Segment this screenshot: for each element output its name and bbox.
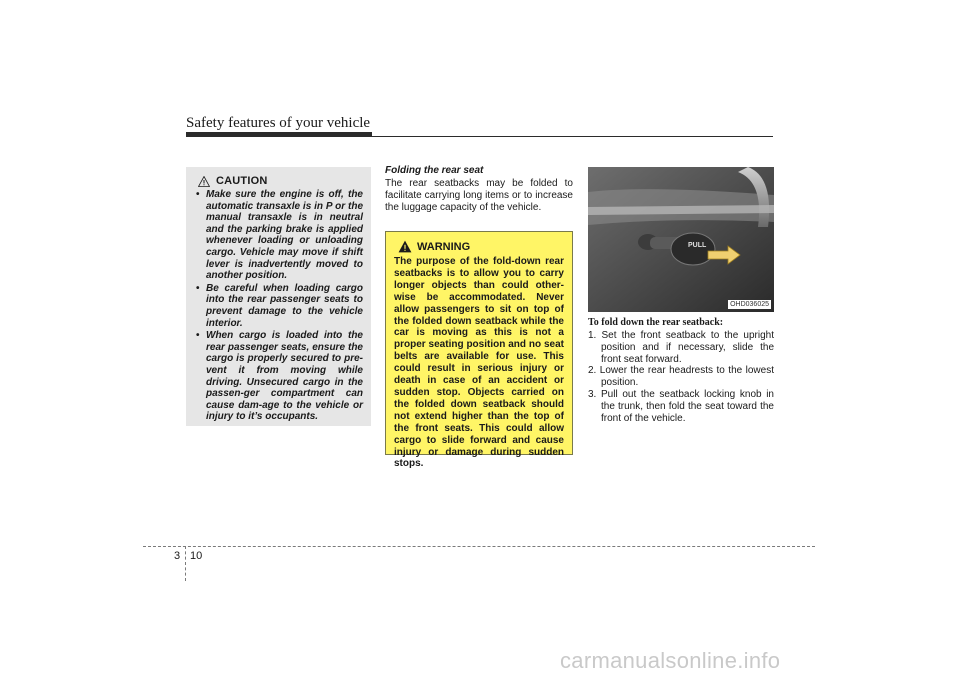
seatback-knob-illustration xyxy=(588,167,774,312)
warning-heading xyxy=(398,240,564,253)
photo-code: OHD036025 xyxy=(730,301,769,308)
caution-item: • Be careful when loading cargo into the rear passenger seats to prevent damage to the vehicle interior. xyxy=(194,283,363,329)
caution-title: CAUTION xyxy=(216,175,268,187)
caution-item: • Make sure the engine is off, the automatic transaxle is in P or the manual transaxle is in neutral and the parking brake is applied whenever loading or unloading cargo. Vehicle may move if shift lever is inadvertently moved to another position. xyxy=(194,189,363,282)
footer-rule xyxy=(143,546,815,547)
warning-triangle-icon xyxy=(398,240,412,253)
steps-list xyxy=(588,330,774,424)
caution-item: • When cargo is loaded into the rear passenger seats, ensure the cargo is properly secured to pre-vent it from moving while driving. Unsecured cargo in the passen-ger compartment can cause dam-age to the vehicle or injury to it’s occupants. xyxy=(194,330,363,423)
step-item: 3. Pull out the seatback locking knob in the trunk, then fold the seat toward the front of the vehicle. xyxy=(588,388,774,424)
step-item: 2. Lower the rear headrests to the lowest position. xyxy=(588,365,774,389)
watermark: carmanualsonline.info xyxy=(560,648,781,673)
steps-title: To fold down the rear seatback: xyxy=(588,317,724,328)
caution-list xyxy=(194,189,363,423)
page-number: 10 xyxy=(190,550,203,562)
step-item: 1. Set the front seatback to the upright position and if necessary, slide the front seat forward. xyxy=(588,330,774,365)
header-rule-thin xyxy=(186,136,773,137)
folding-section-body: The rear seatbacks may be folded to facilitate carrying long items or to increase the luggage capacity of the vehicle. xyxy=(385,178,573,213)
knob-label: PULL xyxy=(688,242,707,249)
folding-section-title: Folding the rear seat xyxy=(385,165,484,176)
footer-divider xyxy=(185,546,186,581)
chapter-number: 3 xyxy=(174,550,181,562)
warning-box xyxy=(385,231,573,470)
caution-heading xyxy=(198,175,363,187)
warning-title: WARNING xyxy=(417,240,471,253)
seatback-knob-photo xyxy=(588,167,774,312)
page-header-title: Safety features of your vehicle xyxy=(186,115,371,131)
caution-triangle-icon xyxy=(198,176,210,187)
caution-box xyxy=(186,167,371,426)
warning-text: The purpose of the fold-down rear seatbacks is to allow you to carry longer objects than could other-wise be accommodated. Never allow passengers to sit on top of the folded down seatback while the car is moving as this is not a proper seating position and no seat belts are available for use. This could result in serious injury or death in case of an accident or sudden stop. Objects carried on the folded down seatback should not extend higher than the top of the front seats. This could allow cargo to slide forward and cause injury or damage during sudden stops. xyxy=(394,256,564,470)
